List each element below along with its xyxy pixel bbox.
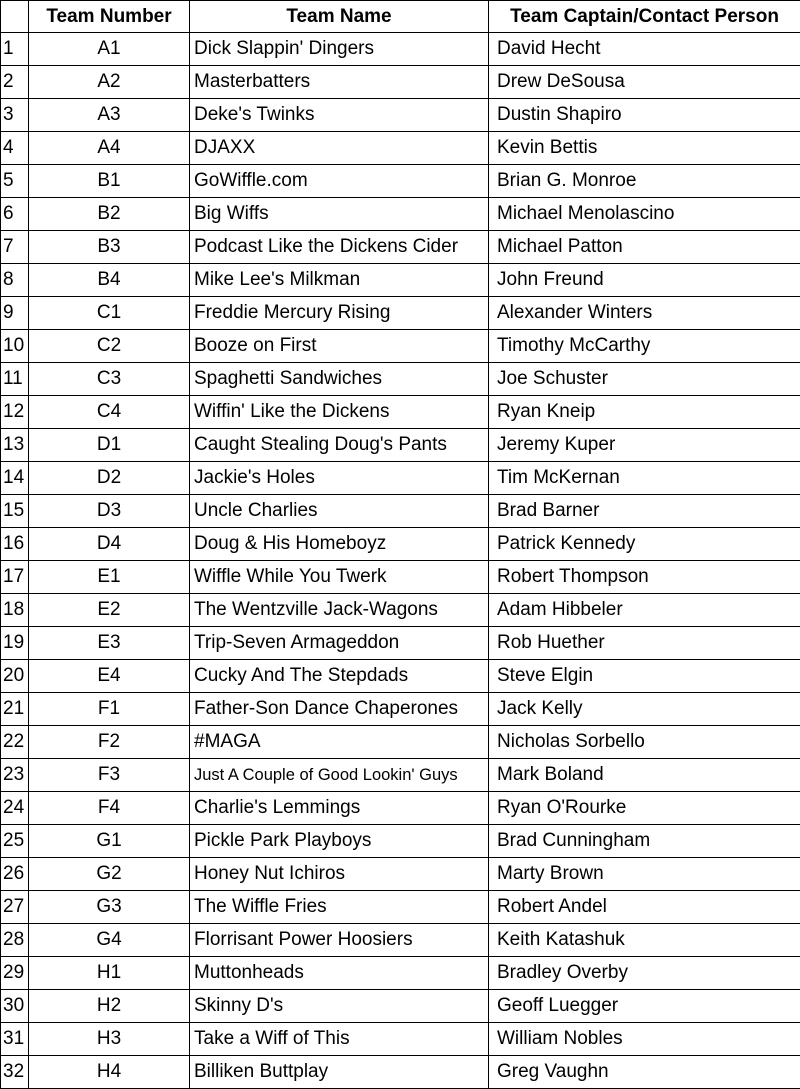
row-index: 12: [1, 396, 29, 429]
captain-cell: Nicholas Sorbello: [489, 726, 800, 759]
team-name-cell: Uncle Charlies: [190, 495, 489, 528]
table-row: [1, 462, 800, 495]
table-row: [1, 495, 800, 528]
team-number-cell: C4: [29, 396, 190, 429]
row-index: 15: [1, 495, 29, 528]
captain-cell: Timothy McCarthy: [489, 330, 800, 363]
team-name-cell: Just A Couple of Good Lookin' Guys: [190, 759, 489, 792]
team-number-cell: G2: [29, 858, 190, 891]
team-number-cell: E4: [29, 660, 190, 693]
captain-cell: Bradley Overby: [489, 957, 800, 990]
captain-cell: Greg Vaughn: [489, 1056, 800, 1089]
row-index: 29: [1, 957, 29, 990]
captain-cell: Kevin Bettis: [489, 132, 800, 165]
table-row: [1, 231, 800, 264]
captain-cell: Steve Elgin: [489, 660, 800, 693]
row-index: 32: [1, 1056, 29, 1089]
row-index: 25: [1, 825, 29, 858]
table-row: [1, 165, 800, 198]
row-index: 28: [1, 924, 29, 957]
captain-cell: Dustin Shapiro: [489, 99, 800, 132]
team-number-cell: C2: [29, 330, 190, 363]
table-row: [1, 990, 800, 1023]
table-row: [1, 660, 800, 693]
row-index: 5: [1, 165, 29, 198]
captain-cell: Jack Kelly: [489, 693, 800, 726]
team-name-cell: #MAGA: [190, 726, 489, 759]
row-index: 30: [1, 990, 29, 1023]
table-row: [1, 693, 800, 726]
table-row: [1, 363, 800, 396]
row-index: 19: [1, 627, 29, 660]
row-index: 31: [1, 1023, 29, 1056]
captain-cell: Brad Cunningham: [489, 825, 800, 858]
captain-cell: Ryan O'Rourke: [489, 792, 800, 825]
table-row: [1, 891, 800, 924]
table-row: [1, 132, 800, 165]
team-name-cell: Muttonheads: [190, 957, 489, 990]
team-name-cell: Booze on First: [190, 330, 489, 363]
row-index: 20: [1, 660, 29, 693]
row-index: 26: [1, 858, 29, 891]
captain-cell: Geoff Luegger: [489, 990, 800, 1023]
team-name-cell: Podcast Like the Dickens Cider: [190, 231, 489, 264]
team-name-cell: Cucky And The Stepdads: [190, 660, 489, 693]
team-name-cell: The Wiffle Fries: [190, 891, 489, 924]
row-index: 14: [1, 462, 29, 495]
team-number-cell: A4: [29, 132, 190, 165]
table-row: [1, 429, 800, 462]
table-row: [1, 627, 800, 660]
team-number-cell: F1: [29, 693, 190, 726]
row-index: 11: [1, 363, 29, 396]
team-number-cell: D1: [29, 429, 190, 462]
team-number-cell: D2: [29, 462, 190, 495]
captain-cell: Brad Barner: [489, 495, 800, 528]
team-number-cell: H2: [29, 990, 190, 1023]
team-number-cell: A2: [29, 66, 190, 99]
team-number-cell: A1: [29, 33, 190, 66]
team-number-cell: E1: [29, 561, 190, 594]
row-index: 9: [1, 297, 29, 330]
team-number-cell: E2: [29, 594, 190, 627]
team-name-cell: The Wentzville Jack-Wagons: [190, 594, 489, 627]
team-name-cell: Wiffle While You Twerk: [190, 561, 489, 594]
table-body: [1, 33, 800, 1089]
table-row: [1, 99, 800, 132]
team-name-cell: Deke's Twinks: [190, 99, 489, 132]
team-number-cell: H3: [29, 1023, 190, 1056]
team-number-cell: F2: [29, 726, 190, 759]
table-row: [1, 825, 800, 858]
team-name-cell: Pickle Park Playboys: [190, 825, 489, 858]
team-number-cell: E3: [29, 627, 190, 660]
row-index: 17: [1, 561, 29, 594]
team-name-cell: Spaghetti Sandwiches: [190, 363, 489, 396]
table-row: [1, 1023, 800, 1056]
captain-cell: Drew DeSousa: [489, 66, 800, 99]
team-number-cell: F4: [29, 792, 190, 825]
table-row: [1, 330, 800, 363]
table-row: [1, 528, 800, 561]
team-name-cell: Jackie's Holes: [190, 462, 489, 495]
header-index: [1, 1, 29, 33]
team-name-cell: Wiffin' Like the Dickens: [190, 396, 489, 429]
table-row: [1, 297, 800, 330]
table-row: [1, 264, 800, 297]
captain-cell: John Freund: [489, 264, 800, 297]
row-index: 7: [1, 231, 29, 264]
captain-cell: Mark Boland: [489, 759, 800, 792]
header-team-name: Team Name: [190, 1, 489, 33]
team-name-cell: Billiken Buttplay: [190, 1056, 489, 1089]
team-name-cell: Skinny D's: [190, 990, 489, 1023]
captain-cell: Rob Huether: [489, 627, 800, 660]
team-number-cell: C1: [29, 297, 190, 330]
team-name-cell: Caught Stealing Doug's Pants: [190, 429, 489, 462]
table-header: [1, 1, 800, 33]
team-name-cell: Trip-Seven Armageddon: [190, 627, 489, 660]
team-name-cell: Dick Slappin' Dingers: [190, 33, 489, 66]
team-number-cell: C3: [29, 363, 190, 396]
row-index: 27: [1, 891, 29, 924]
team-name-cell: Mike Lee's Milkman: [190, 264, 489, 297]
team-number-cell: H1: [29, 957, 190, 990]
row-index: 4: [1, 132, 29, 165]
team-number-cell: B3: [29, 231, 190, 264]
team-number-cell: D4: [29, 528, 190, 561]
table-row: [1, 396, 800, 429]
header-row: [1, 1, 800, 33]
row-index: 8: [1, 264, 29, 297]
row-index: 6: [1, 198, 29, 231]
row-index: 2: [1, 66, 29, 99]
team-name-cell: Florrisant Power Hoosiers: [190, 924, 489, 957]
row-index: 16: [1, 528, 29, 561]
captain-cell: Michael Menolascino: [489, 198, 800, 231]
captain-cell: Michael Patton: [489, 231, 800, 264]
captain-cell: Jeremy Kuper: [489, 429, 800, 462]
captain-cell: Patrick Kennedy: [489, 528, 800, 561]
team-number-cell: G1: [29, 825, 190, 858]
team-name-cell: Father-Son Dance Chaperones: [190, 693, 489, 726]
table-row: [1, 957, 800, 990]
table-row: [1, 561, 800, 594]
row-index: 24: [1, 792, 29, 825]
captain-cell: Adam Hibbeler: [489, 594, 800, 627]
table-row: [1, 66, 800, 99]
captain-cell: Robert Thompson: [489, 561, 800, 594]
captain-cell: Marty Brown: [489, 858, 800, 891]
table-row: [1, 1056, 800, 1089]
team-number-cell: B1: [29, 165, 190, 198]
table-row: [1, 198, 800, 231]
table-row: [1, 858, 800, 891]
team-name-cell: Honey Nut Ichiros: [190, 858, 489, 891]
row-index: 22: [1, 726, 29, 759]
captain-cell: William Nobles: [489, 1023, 800, 1056]
row-index: 3: [1, 99, 29, 132]
team-name-cell: Freddie Mercury Rising: [190, 297, 489, 330]
team-number-cell: F3: [29, 759, 190, 792]
row-index: 18: [1, 594, 29, 627]
row-index: 21: [1, 693, 29, 726]
captain-cell: Ryan Kneip: [489, 396, 800, 429]
team-number-cell: B2: [29, 198, 190, 231]
header-captain: Team Captain/Contact Person: [489, 1, 800, 33]
table-row: [1, 594, 800, 627]
team-number-cell: H4: [29, 1056, 190, 1089]
team-number-cell: G3: [29, 891, 190, 924]
captain-cell: David Hecht: [489, 33, 800, 66]
row-index: 1: [1, 33, 29, 66]
team-name-cell: Big Wiffs: [190, 198, 489, 231]
captain-cell: Robert Andel: [489, 891, 800, 924]
team-number-cell: A3: [29, 99, 190, 132]
row-index: 13: [1, 429, 29, 462]
team-name-cell: Doug & His Homeboyz: [190, 528, 489, 561]
team-name-cell: GoWiffle.com: [190, 165, 489, 198]
team-name-cell: Take a Wiff of This: [190, 1023, 489, 1056]
captain-cell: Brian G. Monroe: [489, 165, 800, 198]
captain-cell: Alexander Winters: [489, 297, 800, 330]
team-number-cell: G4: [29, 924, 190, 957]
row-index: 23: [1, 759, 29, 792]
table-row: [1, 792, 800, 825]
captain-cell: Joe Schuster: [489, 363, 800, 396]
table-row: [1, 726, 800, 759]
row-index: 10: [1, 330, 29, 363]
team-number-cell: B4: [29, 264, 190, 297]
team-name-cell: Masterbatters: [190, 66, 489, 99]
captain-cell: Keith Katashuk: [489, 924, 800, 957]
team-name-cell: Charlie's Lemmings: [190, 792, 489, 825]
team-name-cell: DJAXX: [190, 132, 489, 165]
header-team-number: Team Number: [29, 1, 190, 33]
table-row: [1, 924, 800, 957]
captain-cell: Tim McKernan: [489, 462, 800, 495]
team-number-cell: D3: [29, 495, 190, 528]
table-row: [1, 759, 800, 792]
table-row: [1, 33, 800, 66]
